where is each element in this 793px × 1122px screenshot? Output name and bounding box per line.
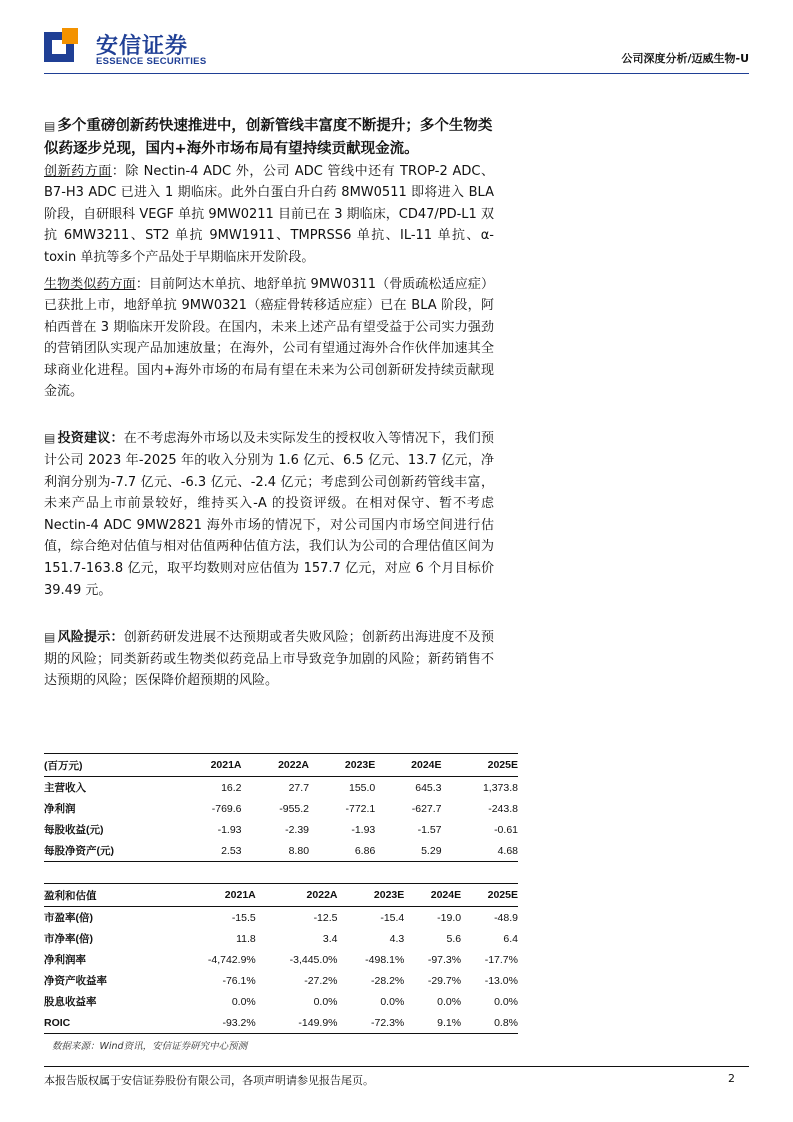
- table-cell: -772.1: [345, 802, 376, 815]
- table-row: [44, 798, 518, 819]
- table-cell: 6.4: [503, 932, 518, 945]
- section-risk-warning: [44, 627, 494, 692]
- table-cell: -29.7%: [427, 974, 462, 987]
- table-cell: 0.0%: [494, 995, 518, 1008]
- row-label: 市净率(倍): [44, 933, 93, 945]
- section-text: 在不考虑海外市场以及未实际发生的授权收入等情况下，我们预计公司 2023 年-2025 年的收入分别为 1.6 亿元、6.5 亿元、13.7 亿元，净利润分别为-7.7 亿元、-6.3 亿元、-2.4 亿元；考虑到公司创新药管线丰富，未来产品上市前景较好，维持买入-A 的投资评级。在相对保守、暂不考虑 Nectin-4 ADC 9MW2821 海外市场的情况下，对公司国内市场空间进行估值，综合绝对估值与相对估值两种估值方法，我们认为公司的合理估值区间为 151.7-163.8 亿元，取平均数则对应估值为 157.7 亿元，对应 6 个月目标价 39.49 元。: [44, 431, 494, 598]
- table-header-cell: 2021A: [174, 754, 242, 777]
- table-cell: -15.4: [380, 911, 405, 924]
- table-cell: -19.0: [437, 911, 462, 924]
- table-cell: -2.39: [285, 823, 310, 836]
- paragraph-text: ：除 Nectin-4 ADC 外，公司 ADC 管线中还有 TROP-2 ADC、B7-H3 ADC 已进入 1 期临床。此外白蛋白升白药 8MW0511 即将进入 BLA 阶段，自研眼科 VEGF 单抗 9MW0211 目前已在 3 期临床，CD47/PD-L1 双抗 6MW3211、ST2 单抗 9MW1911、TMPRSS6 单抗、IL-11 单抗、α-toxin 单抗等多个产品处于早期临床开发阶段。: [44, 164, 494, 265]
- company-logo-icon: [44, 28, 78, 62]
- report-tag: 公司深度分析/迈威生物-U: [621, 52, 749, 65]
- header-divider: [44, 73, 749, 74]
- table-header-cell: 2025E: [461, 884, 518, 907]
- financial-summary-table: [44, 753, 518, 862]
- heading-text: 多个重磅创新药快速推进中，创新管线丰富度不断提升；多个生物类似药逐步兑现，国内+海外市场布局有望持续贡献现金流。: [44, 118, 493, 157]
- report-body: [44, 115, 494, 692]
- section-heading-pipeline: [44, 115, 494, 161]
- paragraph-innovative-drugs: [44, 161, 494, 268]
- row-label: 净利润率: [44, 954, 86, 966]
- paragraph-text: ：目前阿达木单抗、地舒单抗 9MW0311（骨质疏松适应症）已获批上市，地舒单抗 9MW0321（癌症骨转移适应症）已在 BLA 阶段，阿柏西普在 3 期临床开发阶段。在国内，未来上述产品有望受益于公司实力强劲的营销团队实现产品加速放量；在海外，公司有望通过海外合作伙伴加速其全球商业化进程。国内+海外市场的布局有望在未来为公司创新研发持续贡献现金流。: [44, 277, 494, 400]
- table-cell: 155.0: [349, 781, 376, 794]
- row-label: 净资产收益率: [44, 975, 107, 987]
- table-header-cell: 2024E: [375, 754, 441, 777]
- table-cell: -97.3%: [427, 953, 462, 966]
- table-cell: -149.9%: [256, 1012, 338, 1034]
- bullet-icon: ▤: [44, 431, 56, 446]
- table-cell: 0.8%: [461, 1012, 518, 1034]
- table-row: [44, 819, 518, 840]
- table-cell: -27.2%: [304, 974, 338, 987]
- paragraph-label: 生物类似药方面: [44, 277, 136, 293]
- table-cell: -1.57: [417, 823, 442, 836]
- table-cell: 0.0%: [380, 995, 405, 1008]
- table-header-cell: 2022A: [256, 884, 338, 907]
- table-cell: 5.29: [375, 840, 441, 862]
- section-label: 投资建议：: [57, 431, 124, 447]
- table-cell: -13.0%: [484, 974, 518, 987]
- table-row: [44, 777, 518, 799]
- paragraph-label: 创新药方面: [44, 164, 112, 179]
- table-row: [44, 928, 518, 949]
- table-cell: -243.8: [488, 802, 518, 815]
- table-cell: -76.1%: [222, 974, 256, 987]
- table-cell: -627.7: [411, 802, 442, 815]
- section-investment-advice: [44, 428, 494, 601]
- table-cell: -93.2%: [174, 1012, 256, 1034]
- table-cell: -769.6: [211, 802, 242, 815]
- table-cell: 0.0%: [313, 995, 338, 1008]
- table-header-cell: 2023E: [309, 754, 375, 777]
- table-cell: -955.2: [279, 802, 310, 815]
- bullet-icon: ▤: [44, 119, 56, 133]
- table-row: [44, 907, 518, 929]
- table-cell: -17.7%: [484, 953, 518, 966]
- table-cell: -1.93: [217, 823, 242, 836]
- table-cell: -12.5: [313, 911, 338, 924]
- row-label: 股息收益率: [44, 996, 97, 1008]
- table-cell: -72.3%: [338, 1012, 405, 1034]
- footer-divider: [44, 1066, 749, 1067]
- table-cell: -48.9: [494, 911, 518, 924]
- table-cell: 0.0%: [437, 995, 462, 1008]
- table-cell: -1.93: [351, 823, 376, 836]
- page-number: 2: [728, 1072, 735, 1085]
- table-header-cell: 2025E: [442, 754, 518, 777]
- table-header-cell: 2022A: [242, 754, 310, 777]
- table-cell: 4.68: [442, 840, 518, 862]
- section-text: 创新药研发进展不达预期或者失败风险；创新药出海进度不及预期的风险；同类新药或生物类似药竞品上市导致竞争加剧的风险；新药销售不达预期的风险；医保降价超预期的风险。: [44, 630, 494, 689]
- table-cell: 8.80: [242, 840, 310, 862]
- row-label: 净利润: [44, 803, 76, 815]
- bullet-icon: ▤: [44, 630, 56, 645]
- data-source-note: 数据来源：Wind资讯，安信证券研究中心预测: [52, 1041, 248, 1052]
- table-cell: 0.0%: [231, 995, 256, 1008]
- table-cell: -3,445.0%: [289, 953, 338, 966]
- row-label: 每股净资产(元): [44, 840, 174, 862]
- table-header-row: [44, 754, 518, 777]
- table-cell: 5.6: [446, 932, 462, 945]
- valuation-table: [44, 883, 518, 1034]
- logo-text-cn: 安信证券: [96, 34, 189, 59]
- table-cell: 9.1%: [404, 1012, 461, 1034]
- table-cell: 6.86: [309, 840, 375, 862]
- table-header-cell: 2021A: [174, 884, 256, 907]
- table-cell: 2.53: [174, 840, 242, 862]
- footer-disclaimer: 本报告版权属于安信证券股份有限公司，各项声明请参见报告尾页。: [44, 1074, 374, 1087]
- logo-text-en: ESSENCE SECURITIES: [96, 56, 207, 67]
- table-cell: -4,742.9%: [207, 953, 256, 966]
- table-cell: -498.1%: [365, 953, 405, 966]
- table-row: [44, 991, 518, 1012]
- table-cell: -0.61: [494, 823, 518, 836]
- table-cell: 645.3: [415, 781, 442, 794]
- table-row: [44, 840, 518, 862]
- table-cell: -15.5: [231, 911, 256, 924]
- table-cell: 3.4: [322, 932, 338, 945]
- row-label: 市盈率(倍): [44, 912, 93, 924]
- table-header-row: [44, 884, 518, 907]
- table-cell: 27.7: [288, 781, 310, 794]
- row-label: 主营收入: [44, 782, 86, 794]
- table-header-cell: 2023E: [338, 884, 405, 907]
- table-row: [44, 949, 518, 970]
- table-cell: 11.8: [236, 932, 256, 945]
- table-cell: 4.3: [389, 932, 405, 945]
- table-header-cell: 2024E: [404, 884, 461, 907]
- table-header-cell: (百万元): [44, 754, 174, 777]
- table-row: [44, 1012, 518, 1034]
- row-label: ROIC: [44, 1012, 174, 1034]
- paragraph-biosimilars: [44, 274, 494, 402]
- table-header-cell: 盈利和估值: [44, 884, 174, 907]
- table-cell: 16.2: [221, 781, 242, 794]
- section-label: 风险提示：: [57, 630, 124, 646]
- table-cell: 1,373.8: [482, 781, 518, 794]
- table-cell: -28.2%: [371, 974, 405, 987]
- table-row: [44, 970, 518, 991]
- row-label: 每股收益(元): [44, 824, 104, 836]
